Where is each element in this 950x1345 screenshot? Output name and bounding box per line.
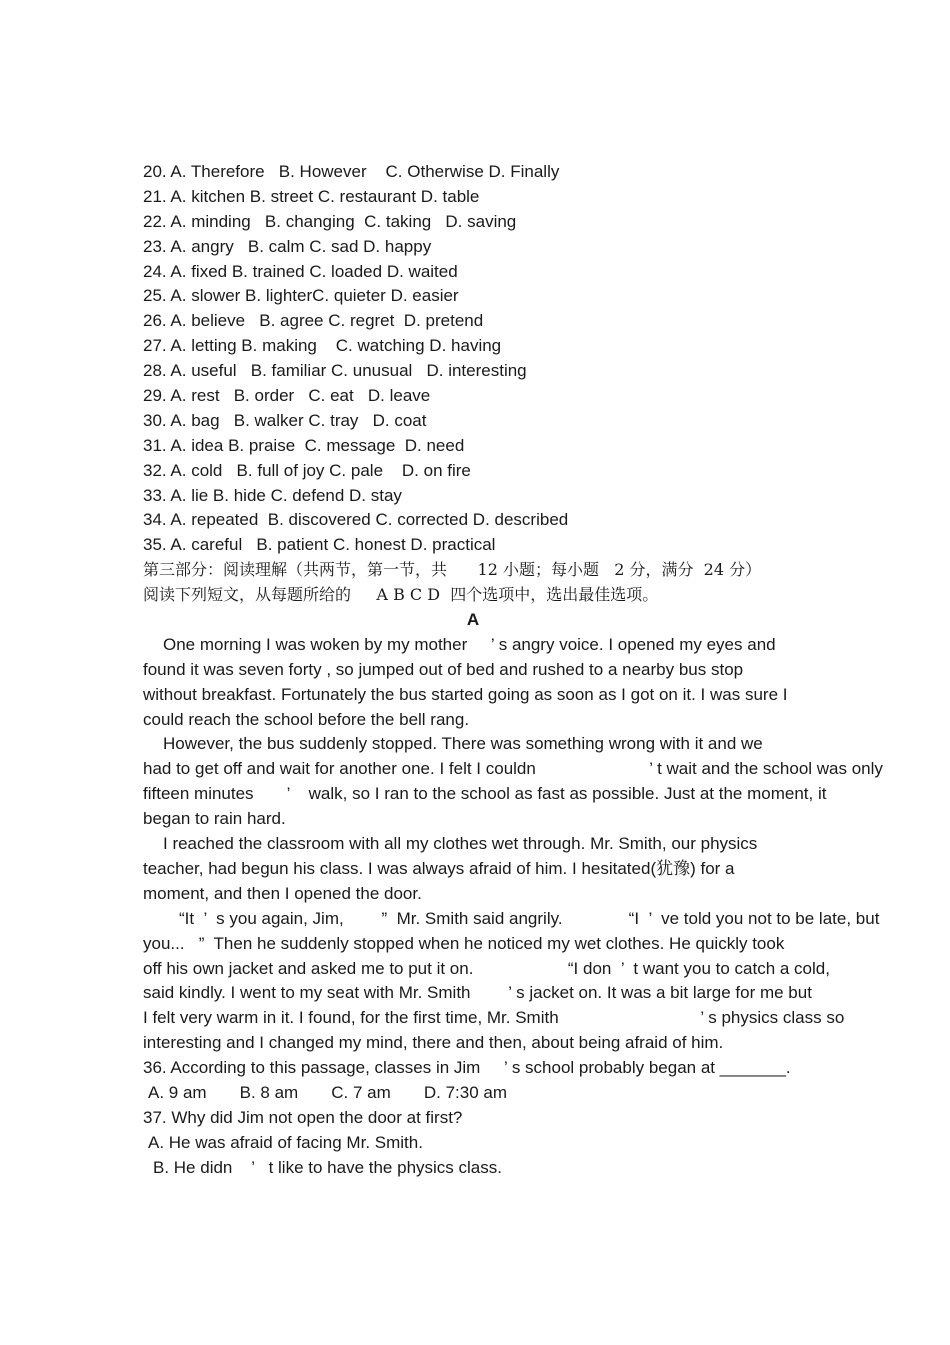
passage-line: could reach the school before the bell rang.: [143, 709, 470, 729]
passage-line: found it was seven forty , so jumped out of bed and rushed to a nearby bus stop: [143, 659, 744, 679]
question-options: A. 9 am B. 8 am C. 7 am D. 7:30 am: [148, 1082, 508, 1102]
section-title: 第三部分：阅读理解（共两节，第一节，共 12 小题；每小题 2 分，满分 24 分）: [143, 560, 762, 580]
option-line: 29. A. rest B. order C. eat D. leave: [143, 386, 431, 406]
passage-line: However, the bus suddenly stopped. There was something wrong with it and we: [163, 734, 763, 754]
passage-line: teacher, had begun his class. I was always afraid of him. I hesitated(犹豫) for a: [143, 858, 735, 878]
option-line: 20. A. Therefore B. However C. Otherwise D. Finally: [143, 162, 560, 181]
cloze-options-list: [143, 160, 943, 558]
option-line: 33. A. lie B. hide C. defend D. stay: [143, 485, 402, 505]
option-line: 22. A. minding B. changing C. taking D. saving: [143, 211, 517, 231]
option-line: 21. A. kitchen B. street C. restaurant D. table: [143, 186, 480, 206]
passage-line: fifteen minutes ’ walk, so I ran to the school as fast as possible. Just at the moment, it: [143, 784, 827, 804]
questions-list: [143, 1056, 943, 1180]
option-line: 24. A. fixed B. trained C. loaded D. waited: [143, 261, 458, 281]
question-option: B. He didn ’ t like to have the physics class.: [153, 1157, 502, 1177]
option-line: 32. A. cold B. full of joy C. pale D. on fire: [143, 460, 471, 480]
reading-passage: [143, 633, 943, 1056]
option-line: 25. A. slower B. lighterC. quieter D. easier: [143, 286, 459, 306]
option-line: 35. A. careful B. patient C. honest D. practical: [143, 535, 496, 555]
passage-line: I felt very warm in it. I found, for the first time, Mr. Smith ’ s physics class so: [143, 1008, 845, 1028]
passage-line: had to get off and wait for another one. I felt I couldn ’ t wait and the school was only: [143, 759, 883, 779]
passage-heading: A: [466, 610, 480, 630]
option-line: 34. A. repeated B. discovered C. corrected D. described: [143, 510, 569, 530]
passage-line: you... ” Then he suddenly stopped when he noticed my wet clothes. He quickly took: [143, 933, 785, 953]
option-line: 28. A. useful B. familiar C. unusual D. interesting: [143, 361, 527, 381]
option-line: 27. A. letting B. making C. watching D. having: [143, 336, 502, 356]
passage-line: interesting and I changed my mind, there and then, about being afraid of him.: [143, 1033, 724, 1053]
passage-line: said kindly. I went to my seat with Mr. Smith ’ s jacket on. It was a bit large for me but: [143, 983, 812, 1003]
passage-line: without breakfast. Fortunately the bus started going as soon as I got on it. I was sure I: [143, 684, 788, 704]
question-option: A. He was afraid of facing Mr. Smith.: [148, 1132, 423, 1152]
option-line: 26. A. believe B. agree C. regret D. pretend: [143, 311, 484, 331]
document-page: [143, 160, 943, 1181]
passage-line: began to rain hard.: [143, 809, 286, 829]
section-instruction: 阅读下列短文，从每题所给的 A B C D 四个选项中，选出最佳选项。: [143, 585, 659, 605]
question-stem: 36. According to this passage, classes in Jim ’ s school probably began at _______.: [143, 1058, 791, 1078]
passage-line: off his own jacket and asked me to put it on. “I don ’ t want you to catch a cold,: [143, 958, 830, 978]
passage-line: One morning I was woken by my mother ’ s angry voice. I opened my eyes and: [163, 634, 776, 654]
question-stem: 37. Why did Jim not open the door at first?: [143, 1107, 463, 1127]
passage-line: I reached the classroom with all my clothes wet through. Mr. Smith, our physics: [163, 834, 758, 854]
passage-line: “It ’ s you again, Jim, ” Mr. Smith said angrily. “I ’ ve told you not to be late, but: [179, 908, 880, 928]
option-line: 23. A. angry B. calm C. sad D. happy: [143, 236, 432, 256]
option-line: 31. A. idea B. praise C. message D. need: [143, 435, 465, 455]
option-line: 30. A. bag B. walker C. tray D. coat: [143, 410, 427, 430]
passage-line: moment, and then I opened the door.: [143, 883, 422, 903]
